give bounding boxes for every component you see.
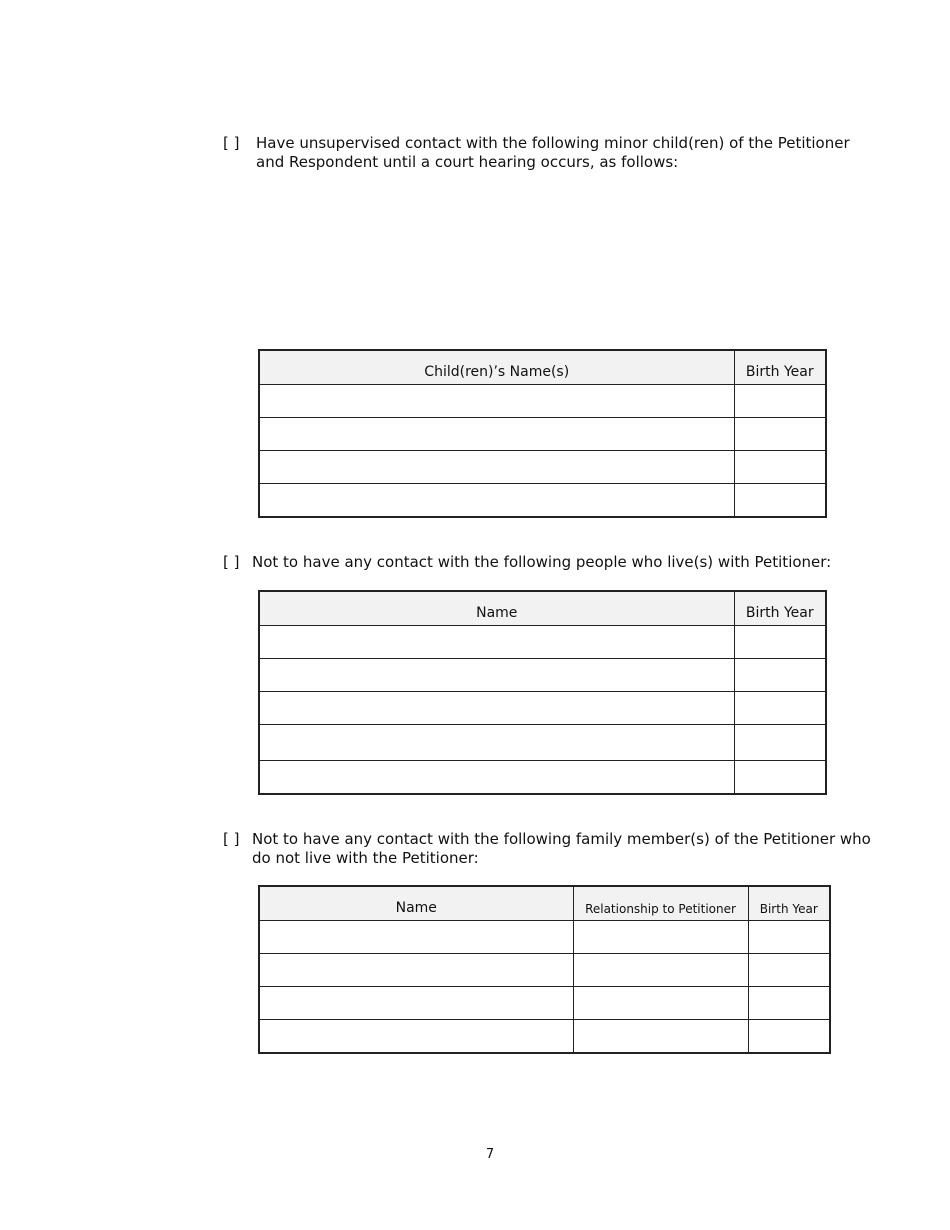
name-cell[interactable] xyxy=(259,1020,573,1054)
birth-year-cell[interactable] xyxy=(734,725,826,761)
col-header-birth-year: Birth Year xyxy=(748,886,830,921)
section3-text-line1: Not to have any contact with the following family member(s) of the Petitioner who xyxy=(252,830,871,848)
section3-checkbox[interactable]: [ ] xyxy=(223,830,240,848)
name-cell[interactable] xyxy=(259,484,734,518)
birth-year-cell[interactable] xyxy=(734,659,826,692)
table-row xyxy=(259,761,826,795)
name-cell[interactable] xyxy=(259,987,573,1020)
table-row xyxy=(259,418,826,451)
section-unsupervised-contact xyxy=(223,134,850,174)
section2-text-line1: Not to have any contact with the following people who live(s) with Petitioner: xyxy=(252,553,832,571)
birth-year-cell[interactable] xyxy=(734,418,826,451)
page-number: 7 xyxy=(485,1147,495,1162)
table-row xyxy=(259,626,826,659)
birth-year-cell[interactable] xyxy=(734,385,826,418)
col-header-name: Name xyxy=(259,886,573,921)
birth-year-cell[interactable] xyxy=(734,451,826,484)
birth-year-cell[interactable] xyxy=(734,484,826,518)
name-cell[interactable] xyxy=(259,761,734,795)
birth-year-cell[interactable] xyxy=(734,626,826,659)
table-row xyxy=(259,1020,830,1054)
section-no-contact-household xyxy=(223,553,843,573)
section2-checkbox[interactable]: [ ] xyxy=(223,553,240,571)
section3-text-line2: do not live with the Petitioner: xyxy=(252,849,479,867)
table-row xyxy=(259,725,826,761)
birth-year-cell[interactable] xyxy=(748,954,830,987)
birth-year-cell[interactable] xyxy=(748,921,830,954)
birth-year-cell[interactable] xyxy=(734,692,826,725)
table-row xyxy=(259,692,826,725)
section1-checkbox[interactable]: [ ] xyxy=(223,134,240,152)
name-cell[interactable] xyxy=(259,692,734,725)
table-row xyxy=(259,954,830,987)
name-cell[interactable] xyxy=(259,418,734,451)
table-row xyxy=(259,987,830,1020)
birth-year-cell[interactable] xyxy=(748,987,830,1020)
table-row xyxy=(259,659,826,692)
relationship-cell[interactable] xyxy=(573,1020,748,1054)
household-table xyxy=(258,590,827,795)
col-header-birth-year: Birth Year xyxy=(734,591,826,626)
section-no-contact-family xyxy=(223,830,871,870)
table-header-row xyxy=(259,350,826,385)
table-row xyxy=(259,385,826,418)
table-row xyxy=(259,451,826,484)
name-cell[interactable] xyxy=(259,954,573,987)
table-header-row xyxy=(259,886,830,921)
family-members-table xyxy=(258,885,831,1054)
birth-year-cell[interactable] xyxy=(734,761,826,795)
section1-text-line1: Have unsupervised contact with the following minor child(ren) of the Petitioner xyxy=(256,134,850,152)
name-cell[interactable] xyxy=(259,921,573,954)
col-header-relationship: Relationship to Petitioner xyxy=(573,886,748,921)
section1-text-line2: and Respondent until a court hearing occurs, as follows: xyxy=(256,153,679,171)
table-row xyxy=(259,484,826,518)
name-cell[interactable] xyxy=(259,626,734,659)
name-cell[interactable] xyxy=(259,659,734,692)
relationship-cell[interactable] xyxy=(573,921,748,954)
col-header-children-names: Child(ren)’s Name(s) xyxy=(259,350,734,385)
table-header-row xyxy=(259,591,826,626)
col-header-birth-year: Birth Year xyxy=(734,350,826,385)
children-table xyxy=(258,349,827,518)
name-cell[interactable] xyxy=(259,385,734,418)
col-header-name: Name xyxy=(259,591,734,626)
name-cell[interactable] xyxy=(259,725,734,761)
relationship-cell[interactable] xyxy=(573,987,748,1020)
birth-year-cell[interactable] xyxy=(748,1020,830,1054)
relationship-cell[interactable] xyxy=(573,954,748,987)
name-cell[interactable] xyxy=(259,451,734,484)
table-row xyxy=(259,921,830,954)
